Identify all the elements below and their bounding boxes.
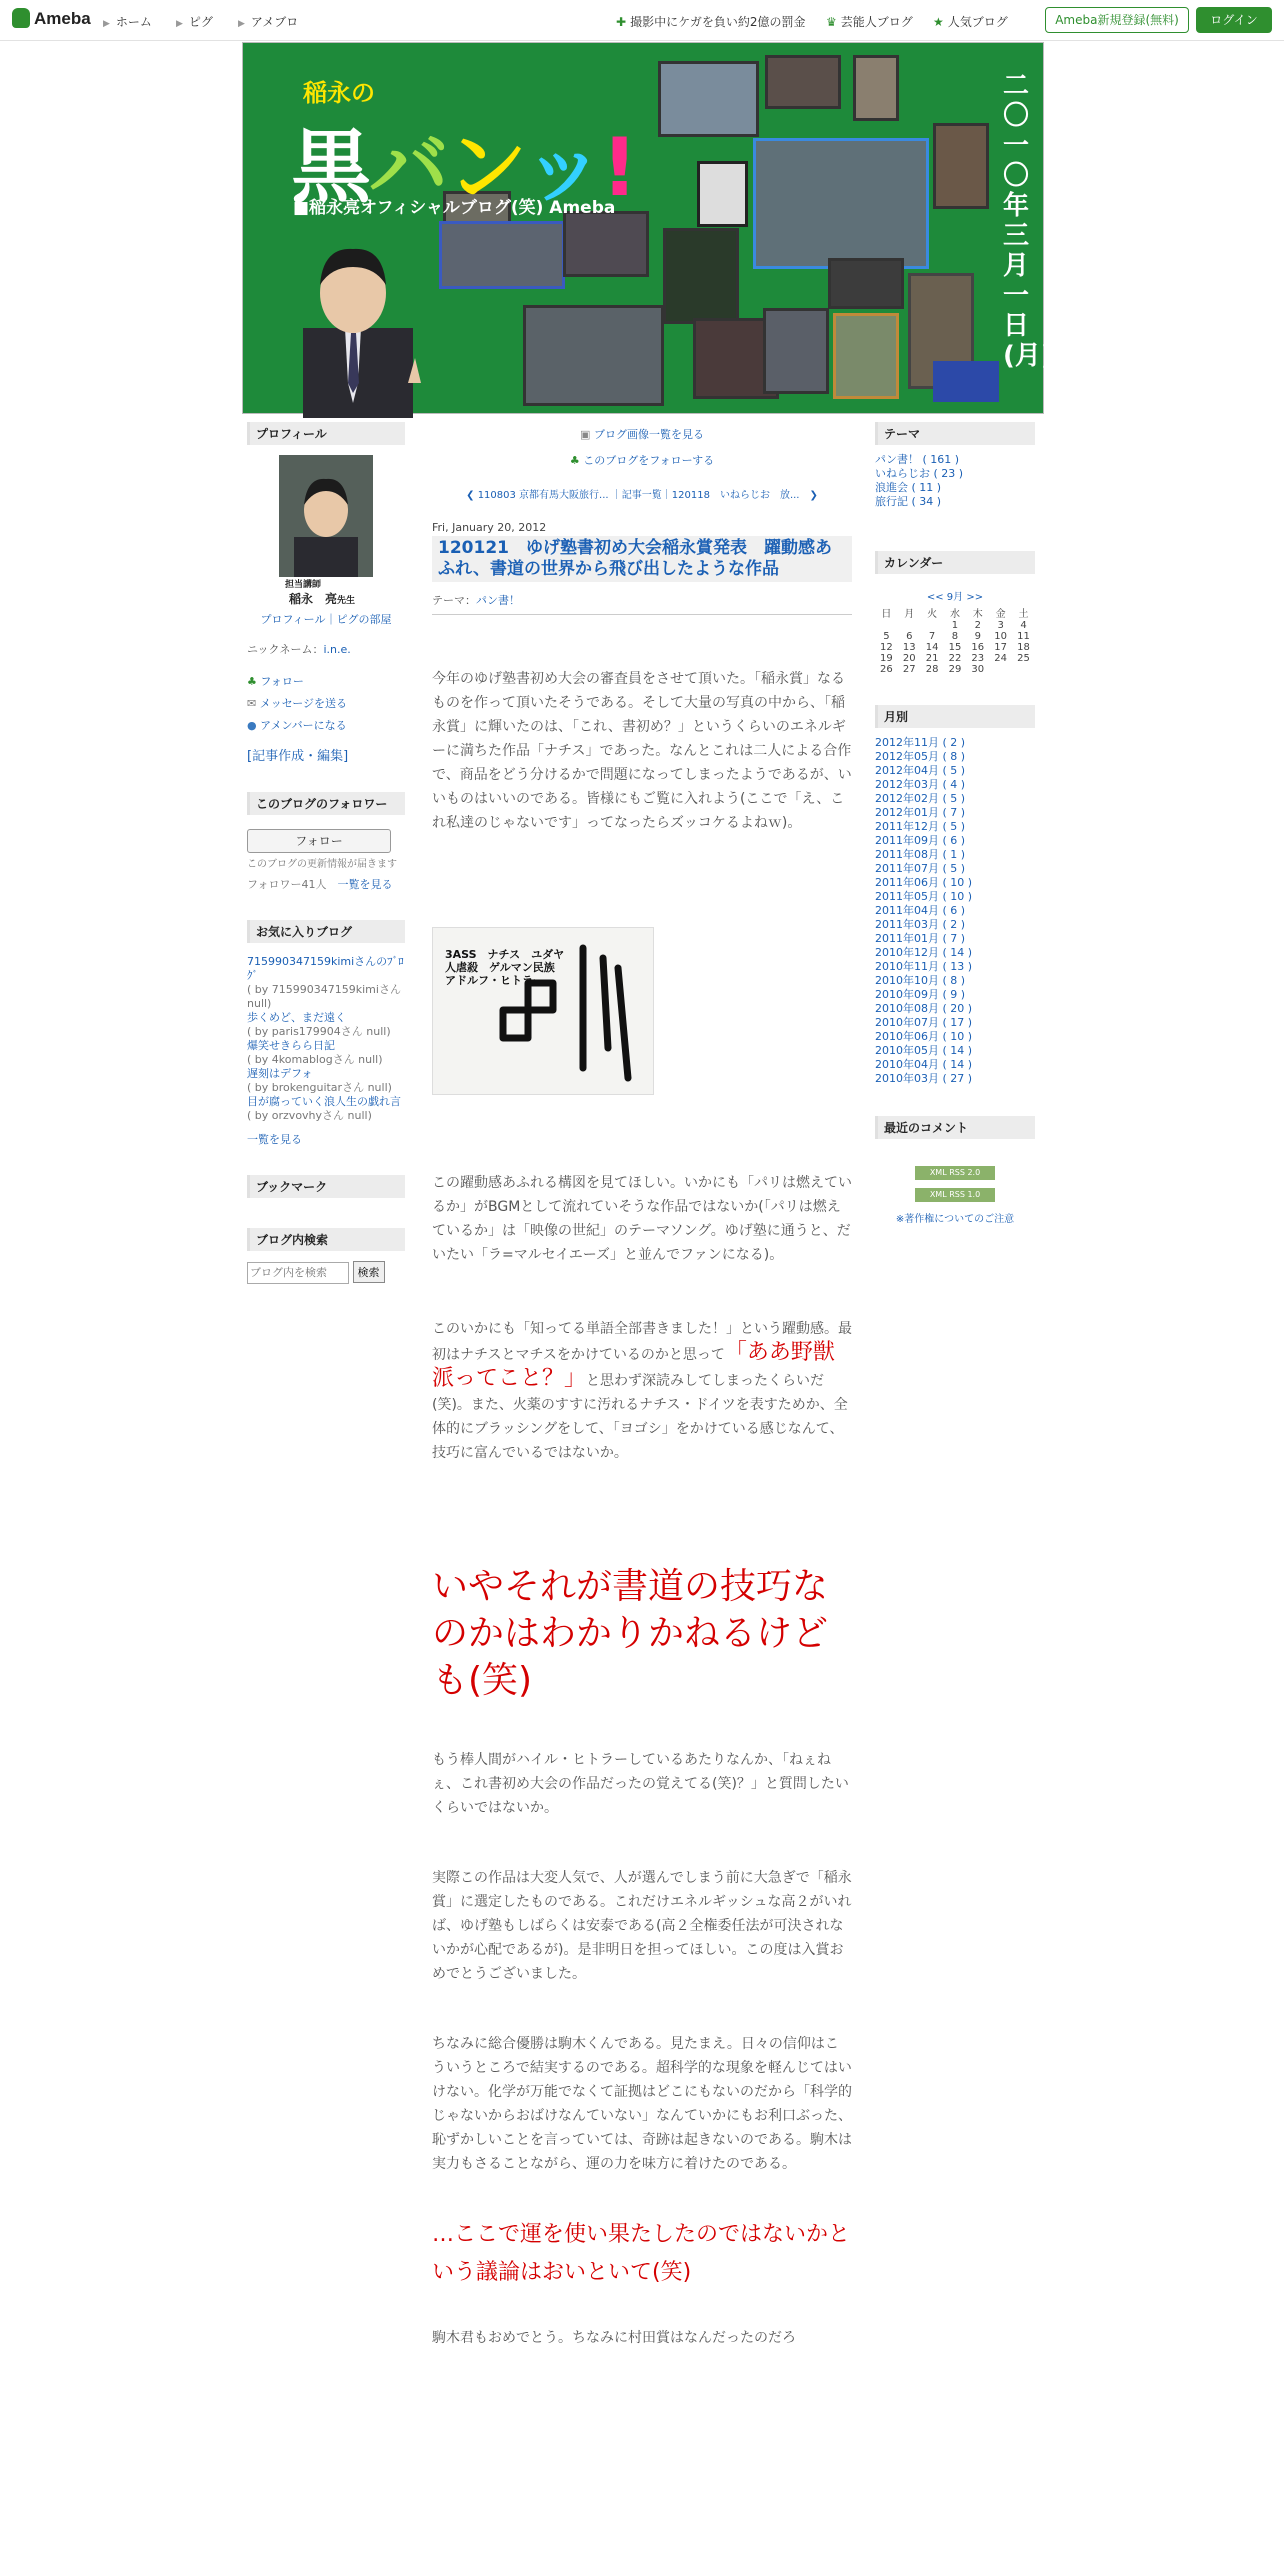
copyright-link[interactable]: ※著作権についてのご注意 [895,1214,1015,1225]
calendar-weekday: 火 [927,609,938,620]
follower-count: フォロワー41人 一覧を見る [247,878,393,891]
news-link[interactable]: ✚ 撮影中にケガを負い約2億の罰金 [616,15,806,29]
article-title[interactable]: 120121 ゆげ塾書初め大会稲永賞発表 躍動感あふれ、書道の世界から飛び出したような作品 [432,536,852,582]
monthly-archive-item[interactable]: 2010年09月 ( 9 ) [875,988,966,1001]
highlight-medium: …ここで運を使い果たしたのではないかという議論はおいといて(笑) [432,2222,851,2285]
calendar-day: 2 [974,620,981,631]
calligraphy-text: 3ASS ナチス ユダヤ人虐殺 ゲルマン民族 アドルフ・ヒトラー [445,948,566,987]
blog-search-input[interactable] [247,1262,349,1284]
blog-search-form [247,1261,405,1284]
calendar-day [989,664,1012,675]
monthly-archive-item[interactable]: 2010年12月 ( 14 ) [875,946,973,959]
calendar-weekday: 木 [972,609,983,620]
banner-photo [563,211,649,277]
favorite-blog-author: ( by brokenguitarさん null) [247,1081,392,1094]
favorites-more-link[interactable]: 一覧を見る [247,1133,302,1146]
calendar-day: 9 [974,631,981,642]
theme-item[interactable]: いねらじお ( 23 ) [875,467,964,480]
monthly-archive-item[interactable]: 2011年05月 ( 10 ) [875,890,973,903]
monthly-archive-item[interactable]: 2012年01月 ( 7 ) [875,806,966,819]
theme-header: テーマ [875,422,1035,445]
calendar-weekday: 月 [904,609,915,620]
banner-title: 黒バンッ! [291,121,636,214]
calendar-day: 22 [948,653,962,664]
paragraph-3: このいかにも「知ってる単語全部書きました！」という躍動感。最初はナチスとマチスをかけているのかと思って「ああ野獣派ってこと？」と思わず深読みしてしまったくらいだ(笑)。また、火薬のすすに汚れるナチス・ドイツを表すためか、全体的にブラッシングをして、「ヨゴシ」をかけている感じなんて、技巧に富んでいるではないか。 [432,1321,852,1461]
image-icon: ▣ [580,428,591,441]
follow-icon: ♣ [247,675,257,688]
paragraph-7: 駒木君もおめでとう。ちなみに村田賞はなんだったのだろ [432,2330,796,2346]
calendar-day: 30 [971,664,985,675]
paragraph-6: ちなみに総合優勝は駒木くんである。見たまえ。日々の信仰はこういうところで結実するのである。超科学的な現象を軽んじてはいけない。化学が万能でなくて証拠はどこにもないのだから「科学的じゃないからおばけなんていない」なんていかにもお利口ぶった、恥ずかしいことを言っていては、奇跡は起きないのである。駒木は実力もさることながら、運の力を味方に着けたのである。 [432,2036,852,2172]
monthly-archive-list [875,736,1035,1086]
theme-item[interactable]: パン書！ ( 161 ) [875,453,960,466]
profile-caption: 担当講師 [285,580,322,590]
calendar-day: 28 [925,664,939,675]
highlight-large: いやそれが書道の技巧なのかはわかりかねるけども(笑) [432,1566,829,1701]
favorite-blog-link[interactable]: 遅刻はデフォ [247,1067,313,1080]
banner-photo [933,361,999,402]
profile-avatar[interactable] [279,455,373,577]
favorite-blog-list [247,955,405,1123]
banner-photo [697,161,748,227]
top-bar [0,0,1284,41]
monthly-archive-item[interactable]: 2010年05月 ( 14 ) [875,1044,973,1057]
favorite-blog-link[interactable]: 715990347159kimiさんのﾌﾞﾛｸﾞ [247,955,404,982]
calendar-table [875,605,1035,675]
banner-photo [765,55,841,109]
calendar-day: 25 [1017,653,1030,664]
calendar-day: 13 [902,642,916,653]
favorite-blog-author: ( by 715990347159kimiさん null) [247,983,401,1010]
calendar-weekday: 水 [949,609,960,620]
amember-icon: ● [247,719,257,732]
nickname-row: ニックネーム：i.n.e. [247,643,351,656]
calendar-weekday: 日 [881,609,892,620]
monthly-archive-item[interactable]: 2012年05月 ( 8 ) [875,750,966,763]
follow-link[interactable]: ♣ フォロー [247,675,304,688]
triangle-icon: ▶ [176,19,183,29]
favorite-blog-author: ( by paris179904さん null) [247,1025,391,1038]
calendar-day: 5 [883,631,890,642]
rss2-badge[interactable]: XML RSS 2.0 [915,1166,995,1180]
favorites-header: お気に入りブログ [247,920,405,943]
calendar-day: 15 [948,642,962,653]
profile-links[interactable]: プロフィール｜ピグの部屋 [260,613,392,626]
calendar-day: 18 [1017,642,1030,653]
calendar-day: 3 [997,620,1004,631]
monthly-archive-item[interactable]: 2010年07月 ( 17 ) [875,1016,973,1029]
banner-photo [828,258,904,309]
monthly-archive-item[interactable]: 2012年02月 ( 5 ) [875,792,966,805]
calendar-day: 4 [1020,620,1027,631]
paragraph-2: この躍動感あふれる構図を見てほしい。いかにも「パリは燃えているか」がBGMとして流れていそうな作品ではないか(「パリは燃えているか」は「映像の世紀」のテーマソング。ゆげ塾に通うと、だいたい「ラ=マルセイエーズ」と並んでファンになる)。 [432,1175,852,1263]
followers-header: このブログのフォロワー [247,792,405,815]
calendar-weekday: 土 [1018,609,1029,620]
banner-photo [833,313,899,399]
calendar-day: 7 [928,631,936,642]
paragraph-4: もう棒人間がハイル・ヒトラーしているあたりなんか、「ねぇねぇ、これ書初め大会の作品だったの覚えてる(笑)？」と質問したいくらいではないか。 [432,1752,849,1816]
search-header: ブログ内検索 [247,1228,405,1251]
avatar-portrait [279,455,373,577]
calendar-day: 16 [971,642,985,653]
monthly-archive-item[interactable]: 2011年01月 ( 7 ) [875,932,966,945]
article-column [432,422,852,2350]
calendar-day [898,620,921,631]
banner-photo [753,138,929,269]
mail-icon: ✉ [247,697,257,710]
blog-search-button[interactable]: 検索 [353,1261,385,1283]
monthly-archive-item[interactable]: 2010年08月 ( 20 ) [875,1002,973,1015]
calendar-day: 21 [925,653,939,664]
calendar-day: 6 [906,631,913,642]
calendar-day: 11 [1017,631,1030,642]
favorite-blog-link[interactable]: 目が腐っていく浪人生の戯れ言 [247,1095,401,1108]
calendar-header: カレンダー [875,551,1035,574]
banner-photo [933,123,989,209]
monthly-archive-item[interactable]: 2010年06月 ( 10 ) [875,1030,973,1043]
star-icon: ★ [933,15,944,29]
calendar-day: 17 [994,642,1007,653]
calendar-day: 20 [902,653,916,664]
nav-pigg[interactable]: ▶ ピグ [176,15,213,29]
monthly-archive-item[interactable]: 2010年10月 ( 8 ) [875,974,966,987]
calendar-nav[interactable]: << 9月 >> [926,592,984,603]
banner-photo [439,221,565,289]
monthly-archive-item[interactable]: 2011年08月 ( 1 ) [875,848,966,861]
rss1-badge[interactable]: XML RSS 1.0 [915,1188,995,1202]
edit-article-link[interactable]: [記事作成・編集] [247,749,349,764]
monthly-archive-item[interactable]: 2012年11月 ( 2 ) [875,736,966,749]
monthly-archive-item[interactable]: 2011年09月 ( 6 ) [875,834,966,847]
nav-ameblo[interactable]: ▶ アメブロ [238,15,299,29]
comments-header: 最近のコメント [875,1116,1035,1139]
blog-header-banner[interactable] [242,42,1079,414]
article-theme: テーマ：パン書！ [432,592,852,615]
paragraph-1: 今年のゆげ塾書初め大会の審査員をさせて頂いた。「稲永賞」なるものを作って頂いたそうである。そして大量の写真の中から、「稲永賞」に輝いたのは、「これ、書初め？」というくらいのエネルギーに満ちた作品「ナチス」であった。なんとこれは二人による合作で、商品をどう分けるかで問題になってしまったようであるが、いいものはいいのである。皆様にもご覧に入れよう(ここで「え、これ私達のじゃないです」ってなったらズッコケるよねｗ)。 [432,671,852,831]
theme-item[interactable]: 浪進会 ( 11 ) [875,481,942,494]
banner-subtitle: ■稲永亮オフィシャルブログ(笑) Ameba [293,198,616,218]
monthly-archive-item[interactable]: 2010年11月 ( 13 ) [875,960,973,973]
popular-blog-link[interactable]: ★ 人気ブログ [933,15,1008,29]
monthly-archive-item[interactable]: 2011年04月 ( 6 ) [875,904,966,917]
monthly-archive-item[interactable]: 2011年06月 ( 10 ) [875,876,973,889]
crown-icon: ♛ [826,15,837,29]
favorite-blog-author: ( by orzvovhyさん null) [247,1109,372,1122]
register-button[interactable]: Ameba新規登録(無料) [1045,7,1189,33]
monthly-archive-item[interactable]: 2011年03月 ( 2 ) [875,918,966,931]
calligraphy-image[interactable] [432,927,654,1095]
bookmark-header: ブックマーク [247,1175,405,1198]
amember-link[interactable]: ● アメンバーになる [247,719,347,732]
calendar-day: 14 [925,642,939,653]
calendar-day: 23 [971,653,985,664]
article-pager[interactable]: ❮ 110803 京都有馬大阪旅行... ｜記事一覧｜120118 いねらじお 放... ❯ [466,490,818,501]
calendar-day: 27 [902,664,916,675]
calendar-day: 8 [951,631,959,642]
calendar-day [921,620,944,631]
favorite-blog-author: ( by 4komablogさん null) [247,1053,383,1066]
nav-home[interactable]: ▶ ホーム [103,15,152,29]
monthly-archive-item[interactable]: 2011年12月 ( 5 ) [875,820,966,833]
calendar-day: 29 [948,664,962,675]
favorite-blog-link[interactable]: 爆笑せきらら日記 [247,1039,335,1052]
calendar-day: 12 [880,642,893,653]
favorite-blog-link[interactable]: 歩くめど、まだ遠く [247,1011,346,1024]
calendar-day: 1 [951,620,959,631]
message-link[interactable]: ✉ メッセージを送る [247,697,348,710]
monthly-archive-item[interactable]: 2010年03月 ( 27 ) [875,1072,973,1085]
profile-header: プロフィール [247,422,405,445]
plus-icon: ✚ [616,15,627,29]
ameba-logo[interactable]: Ameba [12,8,91,29]
follow-note: このブログの更新情報が届きます [247,859,397,870]
monthly-archive-item[interactable]: 2012年04月 ( 5 ) [875,764,966,777]
article-date: Fri, January 20, 2012 [432,521,547,534]
paragraph-5: 実際この作品は大変人気で、人が選んでしまう前に大急ぎで「稲永賞」に選定したものである。これだけエネルギッシュな高２がいれば、ゆげ塾もしばらくは安泰である(高２全権委任法が可決されないかが心配であるが)。是非明日を担ってほしい。この度は入賞おめでとうございました。 [432,1870,852,1982]
calendar-day: 24 [994,653,1007,664]
banner-photo [523,305,664,406]
follow-icon: ♣ [569,454,580,467]
theme-list [875,453,1035,509]
calendar-day [875,620,898,631]
triangle-icon: ▶ [103,19,110,29]
login-button[interactable]: ログイン [1196,7,1272,33]
theme-item[interactable]: 旅行記 ( 34 ) [875,495,942,508]
ameba-logo-icon [12,8,30,28]
monthly-archive-item[interactable]: 2010年04月 ( 14 ) [875,1058,973,1071]
banner-photo [663,228,739,324]
banner-small-title: 稲永の [303,79,375,107]
calendar-day: 19 [880,653,893,664]
monthly-archive-item[interactable]: 2012年03月 ( 4 ) [875,778,966,791]
banner-photo [763,308,829,394]
teacher-photo [283,233,423,413]
profile-name: 稲永 亮先生 [289,592,356,606]
banner-photo [853,55,899,121]
calendar-day: 10 [994,631,1007,642]
banner-photo [658,61,759,137]
follow-blog-link[interactable]: ♣ このブログをフォローする [569,454,715,467]
follow-button[interactable]: フォロー [247,829,391,853]
celebrity-blog-link[interactable]: ♛ 芸能人ブログ [826,15,913,29]
triangle-icon: ▶ [238,19,245,29]
right-sidebar [875,422,1035,1225]
monthly-archive-item[interactable]: 2011年07月 ( 5 ) [875,862,966,875]
calendar-weekday: 金 [995,609,1006,620]
calendar-day [1012,664,1035,675]
banner-date: 二〇一〇年三月一日(月)〜 [1003,71,1079,371]
monthly-header: 月別 [875,705,1035,728]
calendar-day: 26 [880,664,893,675]
left-sidebar [247,422,405,1284]
image-list-link[interactable]: ▣ ブログ画像一覧を見る [580,428,704,441]
